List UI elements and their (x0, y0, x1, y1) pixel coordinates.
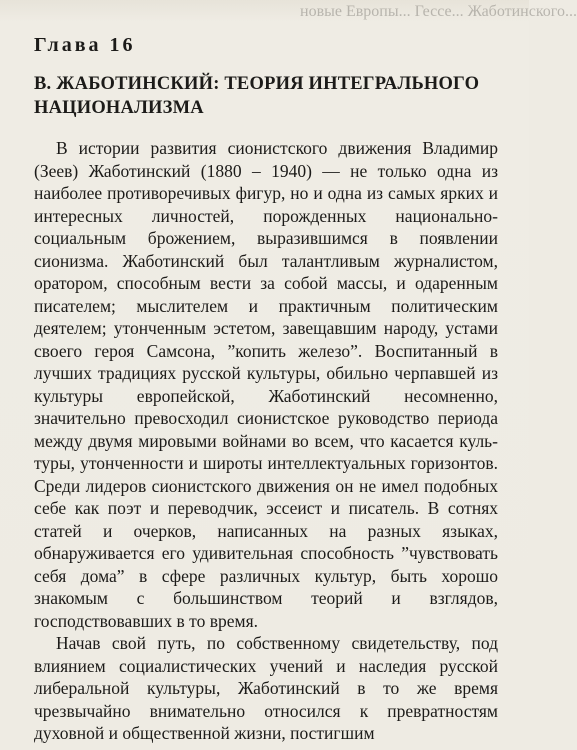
chapter-title: В. ЖАБОТИНСКИЙ: ТЕОРИЯ ИНТЕГРАЛЬНОГО НАЦИОНАЛИЗМА (34, 74, 480, 118)
body-paragraph-1: В истории развития сионистского движения Владимир (Зеев) Жаботинский (1880 – 1940) — не только одна из наиболее противоречивых фигур, но и одна из самых ярких и интересных личностей, порожденных национально-социальным брожением, выразившимся в появлении сионизма. Жаботинский был талантливым журналистом, оратором, способным вести за собой массы, и одаренным писателем; мыслителем и практичным политическим деятелем; утонченным эстетом, завещавшим народу, устами своего героя Самсона, ”копить железо”. Воспитанный в лучших традициях русской культуры, обильно черпавшей из культуры европейской, Жаботинский несомненно, значительно превосходил сионистское руководство периода между двумя мировыми войнами во всем, что касается культуры, утонченности и широты интеллектуальных горизонтов. Среди лидеров сионистского движения он не имел подобных себе как поэт и переводчик, эссеист и писатель. В сотнях статей и очерков, написанных на разных языках, обнаруживается его удивительная способность ”чувствовать себя дома” в сфере различных культур, быть хорошо знакомым с большинством теорий и взглядов, господствовавших в то время. (34, 138, 498, 631)
bleed-through-text (0, 0, 577, 22)
chapter-label: Глава 16 (34, 34, 136, 56)
body-paragraph-2: Начав свой путь, по собственному свидетельству, под влиянием социалистических учений и наследия русской либеральной культуры, Жаботинский в то же время чрезвычайно внимательно относился к превратностям духовной и общественной жизни, постигшим (34, 633, 498, 743)
bleed-through-line: новые Европы... Гессе... Жаботинского... (300, 3, 577, 20)
chapter-body (34, 137, 498, 745)
